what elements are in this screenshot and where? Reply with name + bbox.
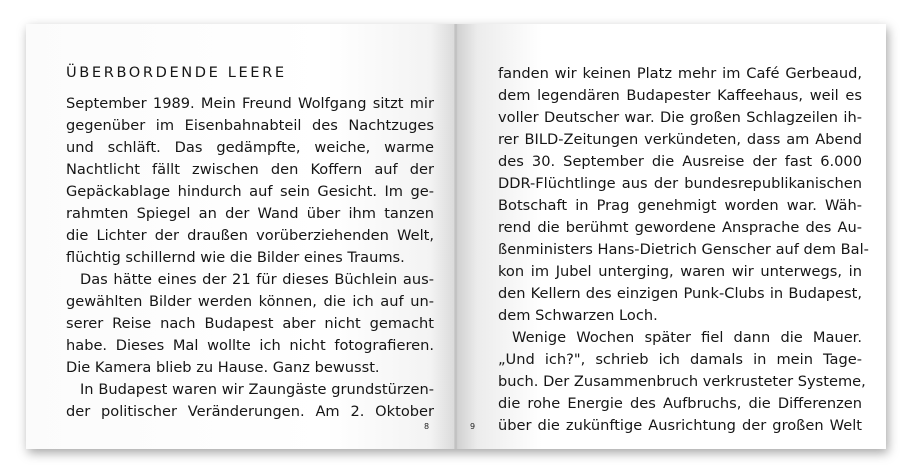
text-line: des 30. September die Ausreise der fast 6.000 [498,153,862,170]
book-gutter [454,24,458,449]
text-line: den Kellern des einzigen Punk-Clubs in Budapest, [498,285,862,302]
text-line: September 1989. Mein Freund Wolfgang sitzt mir [66,95,434,112]
page-number: 8 [424,422,430,431]
chapter-heading: ÜBERBORDENDE LEERE [66,64,287,81]
text-line: fanden wir keinen Platz mehr im Café Gerbeaud, [498,65,862,82]
text-line: Die Kamera blieb zu Hause. Ganz bewusst. [66,359,380,376]
text-line: rahmten Spiegel an der Wand über ihm tanzen [66,205,434,222]
text-line: DDR-Flüchtlinge aus der bundesrepublikanischen [498,175,862,192]
text-line: und schläft. Das gedämpfte, weiche, warme [66,139,434,156]
text-line: Gepäckablage hindurch auf sein Gesicht. Im ge- [66,183,434,200]
text-line: ßenministers Hans-Dietrich Genscher auf dem Bal- [498,241,869,258]
text-line: dem Schwarzen Loch. [498,307,658,324]
text-line: In Budapest waren wir Zaungäste grundstürzen- [80,381,434,398]
text-line: voller Deutscher war. Die großen Schlagzeilen ih- [498,109,862,126]
text-line: rer BILD-Zeitungen verkündeten, dass am Abend [498,131,862,148]
text-line: gegenüber im Eisenbahnabteil des Nachtzuges [66,117,434,134]
text-line: rend die berühmt gewordene Ansprache des Au- [498,219,862,236]
text-line: die rohe Energie des Aufbruchs, die Differenzen [498,395,862,412]
left-page [26,24,456,449]
right-page [456,24,886,449]
text-line: serer Reise nach Budapest aber nicht gemacht [66,315,434,332]
page-number: 9 [470,422,476,431]
text-line: Wenige Wochen später fiel dann die Mauer. [512,329,862,346]
text-line: über die zukünftige Ausrichtung der großen Welt [498,417,862,434]
text-line: Botschaft in Prag genehmigt worden war. Wäh- [498,197,862,214]
text-line: habe. Dieses Mal wollte ich nicht fotografieren. [66,337,434,354]
text-line: dem legendären Budapester Kaffeehaus, weil es [498,87,862,104]
text-line: die Lichter der draußen vorüberziehenden Welt, [66,227,434,244]
text-line: flüchtig schillernd wie die Bilder eines Traums. [66,249,405,266]
text-line: „Und ich?", schrieb ich damals in mein Tage- [498,351,862,368]
text-line: Nachtlicht fällt zwischen den Koffern auf der [66,161,434,178]
open-book [26,24,886,449]
text-line: kon im Jubel unterging, waren wir unterwegs, in [498,263,862,280]
text-line: der politischer Veränderungen. Am 2. Oktober [66,403,434,420]
text-line: buch. Der Zusammenbruch verkrusteter Systeme, [498,373,866,390]
text-line: gewählten Bilder werden können, die ich auf un- [66,293,434,310]
text-line: Das hätte eines der 21 für dieses Büchlein aus- [80,271,434,288]
